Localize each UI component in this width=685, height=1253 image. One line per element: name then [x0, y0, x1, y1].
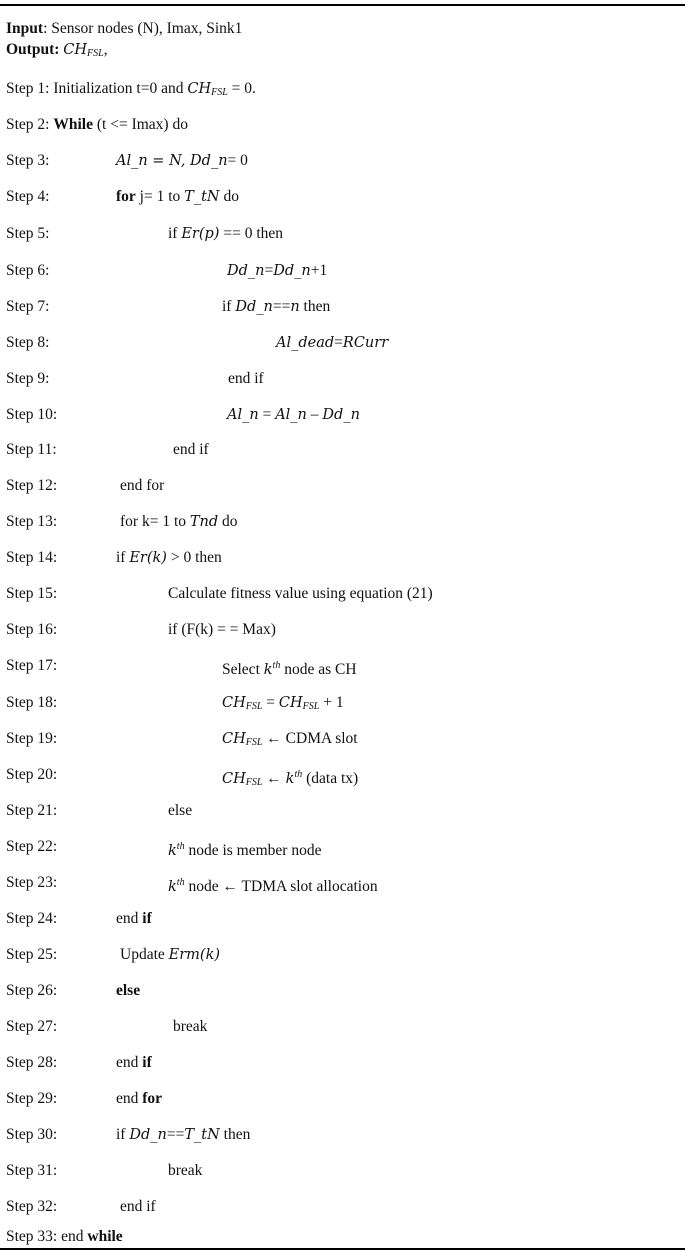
output-var: CH: [63, 42, 88, 58]
step-text: if: [116, 549, 130, 566]
math-var: Tnd: [189, 514, 219, 530]
step-text: j= 1 to: [135, 188, 185, 205]
math-sup: th: [176, 841, 185, 852]
math-sub: FSL: [211, 87, 228, 98]
output-label: Output:: [6, 41, 60, 58]
step-text: end: [116, 1054, 143, 1071]
step-text: +1: [310, 262, 328, 279]
step-text: ==: [166, 1126, 185, 1143]
step-text: =: [258, 406, 276, 423]
bottom-rule: [0, 1248, 685, 1250]
math-var: CH: [222, 771, 246, 787]
step-label: Step 22:: [6, 838, 58, 855]
step-label: Step 18:: [6, 694, 58, 711]
step-text: else: [168, 802, 193, 819]
step-text: if: [222, 298, 236, 315]
step-text: Update: [120, 946, 169, 963]
step-text: end if: [120, 1198, 156, 1215]
math-sub: FSL: [245, 737, 263, 748]
step-text: node as CH: [280, 661, 357, 678]
math-var: CH: [278, 695, 303, 711]
math-var: Dd_n: [322, 407, 360, 423]
math-sub: FSL: [245, 777, 263, 788]
math-var: CH: [187, 81, 212, 97]
step-label: Step 12:: [6, 477, 58, 494]
step-label: Step 26:: [6, 982, 58, 999]
step-text: ← CDMA slot: [262, 730, 358, 747]
step-text: end for: [120, 477, 165, 494]
math-var: Al_n = N, Dd_n: [116, 153, 228, 169]
step-text: then: [299, 298, 331, 315]
step-text: end: [116, 1090, 143, 1107]
step-label: Step 10:: [6, 406, 58, 423]
step-label: Step 32:: [6, 1198, 58, 1215]
math-var: Er(p): [181, 226, 220, 242]
step-text: =: [264, 262, 274, 279]
step-text: if (F(k) = = Max): [168, 621, 276, 638]
output-line: [6, 41, 108, 63]
keyword: for: [116, 188, 136, 205]
output-sub: FSL: [87, 48, 104, 59]
keyword: else: [116, 982, 141, 999]
step-text: do: [218, 513, 238, 530]
step-text: (data tx): [302, 770, 359, 787]
step-label: Step 33: end: [6, 1228, 88, 1245]
step-label: Step 7:: [6, 298, 50, 315]
top-rule: [0, 4, 685, 6]
step-text: node ← TDMA slot allocation: [184, 878, 378, 895]
step-text: end: [116, 910, 143, 927]
math-var: k: [168, 843, 177, 859]
step-text: =: [262, 694, 279, 711]
step-text: –: [306, 406, 323, 423]
step-text: end if: [173, 441, 209, 458]
step-text: = 0.: [227, 80, 256, 97]
math-sup: th: [176, 877, 185, 888]
math-var: T_tN: [184, 189, 220, 205]
step-text: ==: [272, 298, 291, 315]
step-label: Step 31:: [6, 1162, 58, 1179]
input-text: : Sensor nodes (N), Imax, Sink1: [43, 20, 243, 37]
step-text: =: [334, 334, 343, 351]
step-text: break: [168, 1162, 203, 1179]
step-text: > 0 then: [166, 549, 222, 566]
step-label: Step 13:: [6, 513, 58, 530]
step-text: do: [219, 188, 239, 205]
step-label: Step 3:: [6, 152, 50, 169]
math-var: Er(k): [129, 550, 167, 566]
step-text: (t <= Imax) do: [93, 116, 188, 133]
step-text: break: [173, 1018, 208, 1035]
input-line: [6, 20, 242, 38]
math-sub: FSL: [245, 701, 263, 712]
step-label: Step 6:: [6, 262, 50, 279]
step-label: Step 29:: [6, 1090, 58, 1107]
math-var: CH: [222, 731, 246, 747]
step-label: Step 28:: [6, 1054, 58, 1071]
step-label: Step 30:: [6, 1126, 58, 1143]
keyword: for: [142, 1090, 163, 1107]
step-label: Step 24:: [6, 910, 58, 927]
step-label: Step 16:: [6, 621, 58, 638]
math-var: T_tN: [184, 1127, 220, 1143]
step-text: + 1: [319, 694, 344, 711]
math-var: Al_dead: [276, 335, 335, 351]
math-sup: th: [272, 660, 281, 671]
step-text: if: [116, 1126, 130, 1143]
math-var: Dd_n: [273, 263, 311, 279]
step-text: Calculate fitness value using equation (21): [168, 585, 433, 602]
math-var: Erm(k): [168, 947, 221, 963]
step-text: then: [219, 1126, 251, 1143]
math-var: Dd_n: [227, 263, 265, 279]
math-var: n: [290, 299, 300, 315]
math-sup: th: [294, 769, 303, 780]
step-label: Step 27:: [6, 1018, 58, 1035]
step-text: for k= 1 to: [120, 513, 190, 530]
step-label: Step 20:: [6, 766, 58, 783]
math-var: Dd_n: [235, 299, 273, 315]
output-tail: ,: [103, 41, 108, 58]
step-label: Step 4:: [6, 188, 50, 205]
step-label: Step 1: Initialization t=0 and: [6, 80, 188, 97]
step-text: == 0 then: [219, 225, 284, 242]
step-label: Step 25:: [6, 946, 58, 963]
step-label: Step 5:: [6, 225, 50, 242]
step-text: end if: [228, 370, 264, 387]
math-var: k: [285, 771, 295, 787]
step-label: Step 15:: [6, 585, 58, 602]
step-label: Step 2:: [6, 116, 54, 133]
step-label: Step 17:: [6, 657, 58, 674]
step-text: = 0: [227, 152, 248, 169]
step-label: Step 23:: [6, 874, 58, 891]
keyword: if: [142, 1054, 152, 1071]
math-sub: FSL: [302, 701, 320, 712]
math-var: RCurr: [342, 335, 389, 351]
step-text: if: [168, 225, 182, 242]
math-var: k: [263, 662, 273, 678]
step-label: Step 14:: [6, 549, 58, 566]
step-label: Step 9:: [6, 370, 50, 387]
math-var: CH: [222, 695, 246, 711]
step-text: node is member node: [184, 842, 322, 859]
keyword: While: [53, 116, 93, 133]
math-var: k: [168, 879, 177, 895]
math-var: Al_n: [275, 407, 307, 423]
keyword: if: [142, 910, 152, 927]
step-label: Step 8:: [6, 334, 50, 351]
step-text: Select: [222, 661, 264, 678]
math-var: Dd_n: [129, 1127, 167, 1143]
step-label: Step 21:: [6, 802, 58, 819]
keyword: while: [87, 1228, 123, 1245]
input-label: Input: [6, 20, 44, 37]
step-label: Step 19:: [6, 730, 58, 747]
step-text: ←: [262, 770, 286, 787]
math-var: Al_n: [227, 407, 259, 423]
step-label: Step 11:: [6, 441, 57, 458]
